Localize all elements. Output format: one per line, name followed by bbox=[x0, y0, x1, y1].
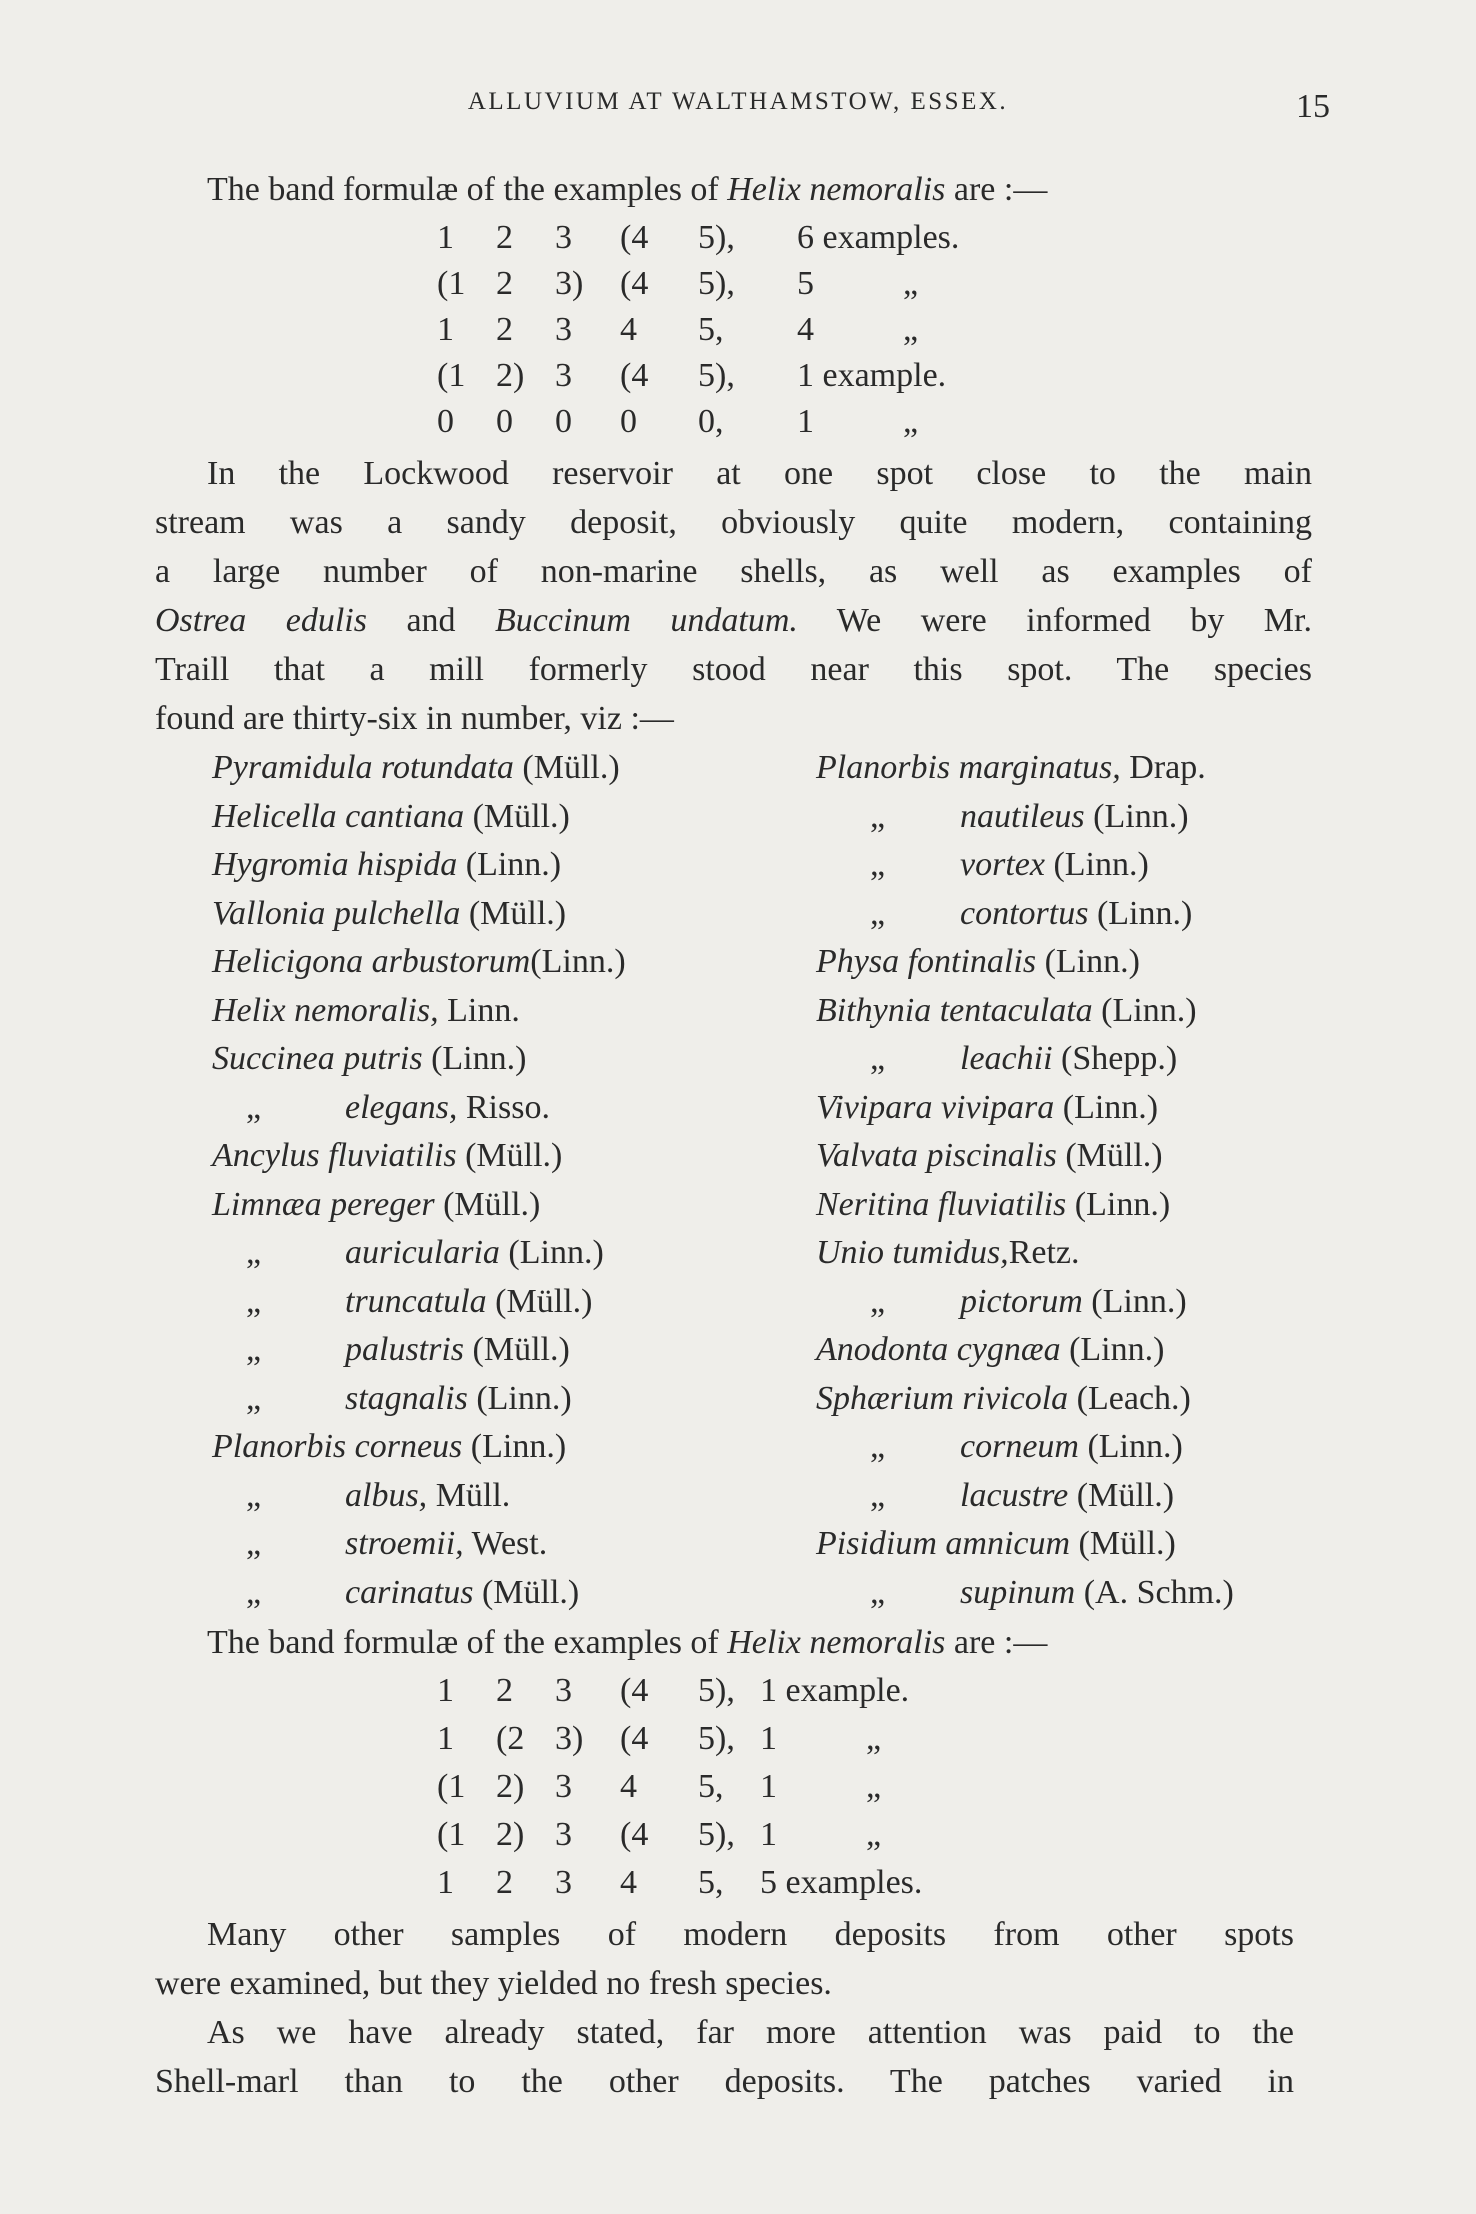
intro-text-end: are :— bbox=[945, 171, 1048, 208]
species-binomial: Unio tumidus, bbox=[816, 1234, 1009, 1271]
species-binomial: Helicigona arbustorum bbox=[212, 943, 531, 980]
ditto-mark: „ bbox=[870, 1573, 886, 1611]
species-binomial: pictorum bbox=[960, 1282, 1083, 1320]
intro-text: The band formulæ of the examples of bbox=[207, 171, 728, 208]
formula-band: 4 bbox=[620, 1768, 637, 1805]
ditto-mark: „ bbox=[903, 265, 919, 302]
species-binomial: stroemii, bbox=[345, 1525, 464, 1562]
formula-band: (4 bbox=[620, 1672, 649, 1709]
species-entry bbox=[0, 1131, 1476, 1181]
species-binomial: Helix nemoralis, bbox=[212, 991, 439, 1029]
species-binomial: Vivipara vivipara bbox=[816, 1088, 1055, 1126]
formula-band: (2 bbox=[496, 1720, 525, 1757]
formula-band: 3) bbox=[555, 265, 584, 302]
species-binomial: Neritina fluviatilis bbox=[816, 1185, 1067, 1223]
species-entry bbox=[0, 937, 1476, 987]
species-binomial: Hygromia hispida bbox=[212, 846, 458, 883]
ditto-mark: „ bbox=[246, 1573, 262, 1611]
formula-count: 4 bbox=[797, 311, 814, 348]
species-binomial: palustris bbox=[345, 1331, 465, 1368]
species-entry bbox=[0, 1180, 1476, 1230]
formula-band: 3 bbox=[555, 1672, 572, 1709]
species-authority: (Linn.) bbox=[1088, 894, 1193, 932]
species-binomial: truncatula bbox=[345, 1282, 487, 1320]
species-binomial: Planorbis marginatus, bbox=[816, 749, 1121, 786]
formula-band: 5, bbox=[698, 311, 724, 348]
species-binomial: Limnæa pereger bbox=[212, 1185, 435, 1223]
species-name bbox=[816, 1083, 1158, 1133]
formula-count: 1 example. bbox=[760, 1672, 910, 1709]
formula-count: 1 example. bbox=[797, 357, 947, 394]
formula-band: 1 bbox=[437, 311, 454, 348]
species-entry bbox=[0, 1228, 1476, 1278]
species-binomial: contortus bbox=[960, 894, 1089, 932]
formula-row bbox=[0, 259, 1476, 309]
species-authority: (Linn.) bbox=[1044, 846, 1149, 883]
formula-row bbox=[0, 1762, 1476, 1812]
species-entry bbox=[0, 1568, 1476, 1618]
formula-band: 5), bbox=[698, 265, 735, 302]
species-binomial: vortex bbox=[960, 846, 1045, 883]
formula-band: 5, bbox=[698, 1768, 724, 1805]
species-binomial: corneum bbox=[960, 1428, 1079, 1465]
ditto-mark: „ bbox=[870, 1040, 886, 1077]
species-authority: (Linn.) bbox=[1066, 1185, 1171, 1223]
formula-row bbox=[0, 1714, 1476, 1764]
species-authority: West. bbox=[463, 1525, 548, 1562]
running-head: ALLUVIUM AT WALTHAMSTOW, ESSEX. bbox=[467, 88, 1009, 115]
species-authority: (Linn.) bbox=[1078, 1428, 1183, 1465]
formula-band: 1 bbox=[437, 219, 454, 256]
formula-band: 3 bbox=[555, 219, 572, 256]
formula-band: (1 bbox=[437, 265, 466, 302]
species-name bbox=[960, 1277, 1187, 1327]
species-binomial: Physa fontinalis bbox=[816, 943, 1037, 980]
formula-band: 2) bbox=[496, 1816, 525, 1853]
ditto-mark: „ bbox=[246, 1525, 262, 1562]
formula-band: 5), bbox=[698, 1672, 735, 1709]
intro-line bbox=[0, 165, 1476, 215]
formula-band: 5), bbox=[698, 1816, 735, 1853]
species-name bbox=[816, 1228, 1080, 1278]
paragraph-1-line-5: Traill that a mill formerly stood near this spot. The species bbox=[155, 651, 1312, 688]
species-entry bbox=[0, 1325, 1476, 1375]
species-authority: (Müll.) bbox=[1068, 1476, 1175, 1514]
species-authority: (Müll.) bbox=[456, 1137, 563, 1174]
formula-row bbox=[0, 305, 1476, 355]
species-binomial: carinatus bbox=[345, 1573, 474, 1611]
paragraph-1-line-6: found are thirty-six in number, viz :— bbox=[155, 700, 674, 737]
species-binomial: Planorbis corneus bbox=[212, 1428, 463, 1465]
formula-band: 0 bbox=[620, 403, 637, 440]
formula-band: 2 bbox=[496, 219, 513, 256]
species-authority: Drap. bbox=[1120, 749, 1206, 786]
paragraph-1-line-4: Ostrea edulis and Buccinum undatum. We were informed by Mr. bbox=[155, 602, 1312, 639]
species-binomial: Bithynia tentaculata bbox=[816, 991, 1093, 1029]
species-entry bbox=[0, 1519, 1476, 1569]
species-entry bbox=[0, 840, 1476, 890]
species-entry bbox=[0, 1277, 1476, 1327]
species-authority: Retz. bbox=[1008, 1234, 1080, 1271]
species-authority: (Linn.) bbox=[530, 943, 626, 980]
species-binomial: nautileus bbox=[960, 797, 1085, 835]
ditto-mark: „ bbox=[866, 1720, 882, 1757]
ditto-mark: „ bbox=[246, 1088, 262, 1126]
species-name bbox=[816, 986, 1197, 1036]
ditto-mark: „ bbox=[866, 1768, 882, 1805]
species-authority: (Linn.) bbox=[1060, 1331, 1165, 1368]
formula-band: 1 bbox=[437, 1864, 454, 1901]
species-name bbox=[960, 1568, 1234, 1618]
species-binomial: supinum bbox=[960, 1573, 1076, 1611]
formula-band: 4 bbox=[620, 1864, 637, 1901]
formula-band: (1 bbox=[437, 1768, 466, 1805]
formula-count: 1 bbox=[760, 1816, 777, 1853]
formula-band: 3 bbox=[555, 357, 572, 394]
species-authority: (Linn.) bbox=[1054, 1088, 1159, 1126]
page-number: 15 bbox=[1296, 88, 1330, 125]
species-name bbox=[960, 889, 1192, 939]
species-authority: (Müll.) bbox=[1056, 1137, 1163, 1174]
species-name bbox=[816, 1519, 1176, 1569]
species-entry bbox=[0, 792, 1476, 842]
formula-band: 2) bbox=[496, 357, 525, 394]
species-name bbox=[960, 840, 1149, 890]
formula-row bbox=[0, 1666, 1476, 1716]
formula-count: 5 bbox=[797, 265, 814, 302]
ditto-mark: „ bbox=[870, 1476, 886, 1514]
ditto-mark: „ bbox=[903, 403, 919, 440]
paragraph-3-line-2: Shell-marl than to the other deposits. The patches varied in bbox=[155, 2063, 1294, 2100]
species-name bbox=[960, 1422, 1183, 1472]
formula-band: 2 bbox=[496, 311, 513, 348]
species-name bbox=[960, 792, 1189, 842]
ditto-mark: „ bbox=[246, 1234, 262, 1271]
species-authority: (Linn.) bbox=[1092, 991, 1197, 1029]
species-entry bbox=[0, 986, 1476, 1036]
species-binomial: Sphærium rivicola bbox=[816, 1379, 1069, 1417]
species-binomial: lacustre bbox=[960, 1476, 1069, 1514]
formula-band: 1 bbox=[437, 1720, 454, 1757]
formula-band: 2 bbox=[496, 1864, 513, 1901]
species-entry bbox=[0, 1034, 1476, 1084]
paragraph-3-line-1: As we have already stated, far more attention was paid to the bbox=[207, 2014, 1294, 2051]
formula-band: 2) bbox=[496, 1768, 525, 1805]
formula-band: 3) bbox=[555, 1720, 584, 1757]
species-authority: (Müll.) bbox=[460, 894, 567, 932]
formula-count: 1 bbox=[760, 1768, 777, 1805]
ditto-mark: „ bbox=[870, 1428, 886, 1465]
formula-band: 3 bbox=[555, 1864, 572, 1901]
species-authority: (Linn.) bbox=[462, 1428, 567, 1465]
species-entry bbox=[0, 743, 1476, 793]
formula-band: 5), bbox=[698, 219, 735, 256]
formula-band: (1 bbox=[437, 357, 466, 394]
paragraph-2-line-1: Many other samples of modern deposits from other spots bbox=[207, 1916, 1294, 1953]
species-authority: (A. Schm.) bbox=[1075, 1573, 1234, 1611]
species-authority: (Linn.) bbox=[467, 1379, 572, 1417]
species-binomial: auricularia bbox=[345, 1234, 500, 1271]
formula-row bbox=[0, 397, 1476, 447]
formula-band: 3 bbox=[555, 311, 572, 348]
formula-band: 4 bbox=[620, 311, 637, 348]
ditto-mark: „ bbox=[246, 1476, 262, 1514]
formula-band: 1 bbox=[437, 1672, 454, 1709]
formula-band: 2 bbox=[496, 265, 513, 302]
species-authority: (Müll.) bbox=[473, 1573, 580, 1611]
ditto-mark: „ bbox=[903, 311, 919, 348]
formula-count: 6 examples. bbox=[797, 219, 960, 256]
species-name bbox=[816, 1325, 1164, 1375]
ditto-mark: „ bbox=[870, 797, 886, 835]
species-binomial: Vallonia pulchella bbox=[212, 894, 461, 932]
formula-band: 0 bbox=[555, 403, 572, 440]
species-name bbox=[960, 1471, 1174, 1521]
species-authority: (Linn.) bbox=[1084, 797, 1189, 835]
second-intro-line: The band formulæ of the examples of Helix nemoralis are :— bbox=[207, 1624, 1048, 1661]
species-name bbox=[816, 1374, 1191, 1424]
species-authority: (Müll.) bbox=[1070, 1525, 1176, 1562]
formula-band: 3 bbox=[555, 1816, 572, 1853]
ditto-mark: „ bbox=[866, 1816, 882, 1853]
formula-band: 0 bbox=[496, 403, 513, 440]
species-name bbox=[960, 1034, 1177, 1084]
species-authority: (Linn.) bbox=[1036, 943, 1140, 980]
species-binomial: Valvata piscinalis bbox=[816, 1137, 1057, 1174]
paragraph-1-line-3: a large number of non-marine shells, as well as examples of bbox=[155, 553, 1312, 590]
species-entry bbox=[0, 889, 1476, 939]
formula-row bbox=[0, 1858, 1476, 1908]
species-authority: (Müll.) bbox=[464, 797, 570, 835]
species-entry bbox=[0, 1422, 1476, 1472]
formula-band: (4 bbox=[620, 265, 649, 302]
species-binomial: Helicella cantiana bbox=[212, 797, 465, 835]
species-authority: (Müll.) bbox=[464, 1331, 570, 1368]
species-authority: Risso. bbox=[457, 1088, 550, 1126]
species-entry bbox=[0, 1374, 1476, 1424]
species-authority: (Linn.) bbox=[422, 1040, 527, 1077]
formula-band: 5), bbox=[698, 1720, 735, 1757]
species-authority: (Müll.) bbox=[486, 1282, 593, 1320]
ditto-mark: „ bbox=[870, 846, 886, 883]
species-binomial: Pyramidula rotundata bbox=[212, 749, 514, 786]
species-binomial: Ancylus fluviatilis bbox=[212, 1137, 457, 1174]
species-authority: (Shepp.) bbox=[1052, 1040, 1178, 1077]
formula-band: 2 bbox=[496, 1672, 513, 1709]
species-binomial: leachii bbox=[960, 1040, 1053, 1077]
formula-band: (4 bbox=[620, 357, 649, 394]
ditto-mark: „ bbox=[870, 1282, 886, 1320]
formula-band: 5), bbox=[698, 357, 735, 394]
species-authority: (Müll.) bbox=[434, 1185, 541, 1223]
species-authority: (Linn.) bbox=[1082, 1282, 1187, 1320]
ditto-mark: „ bbox=[870, 894, 886, 932]
ditto-mark: „ bbox=[246, 1379, 262, 1417]
species-binomial: Anodonta cygnæa bbox=[816, 1331, 1061, 1368]
formula-row bbox=[0, 1810, 1476, 1860]
formula-band: 0 bbox=[437, 403, 454, 440]
species-authority: (Müll.) bbox=[513, 749, 620, 786]
formula-count: 1 bbox=[760, 1720, 777, 1757]
formula-band: (4 bbox=[620, 1816, 649, 1853]
ditto-mark: „ bbox=[246, 1331, 262, 1368]
species-entry bbox=[0, 1471, 1476, 1521]
ditto-mark: „ bbox=[246, 1282, 262, 1320]
species-authority: (Linn.) bbox=[499, 1234, 604, 1271]
species-authority: Müll. bbox=[427, 1476, 511, 1514]
species-binomial: Succinea putris bbox=[212, 1040, 423, 1077]
species-entry bbox=[0, 1083, 1476, 1133]
species-binomial: elegans, bbox=[345, 1088, 458, 1126]
formula-band: (4 bbox=[620, 219, 649, 256]
species-authority: (Linn.) bbox=[457, 846, 562, 883]
species-name bbox=[816, 1131, 1163, 1181]
formula-band: 0, bbox=[698, 403, 724, 440]
formula-count: 5 examples. bbox=[760, 1864, 923, 1901]
intro-species: Helix nemoralis bbox=[727, 171, 946, 208]
formula-count: 1 bbox=[797, 403, 814, 440]
species-name bbox=[816, 743, 1206, 793]
species-name bbox=[816, 937, 1140, 987]
formula-row bbox=[0, 213, 1476, 263]
formula-band: 5, bbox=[698, 1864, 724, 1901]
species-binomial: albus, bbox=[345, 1476, 428, 1514]
species-authority: (Leach.) bbox=[1068, 1379, 1191, 1417]
formula-row bbox=[0, 351, 1476, 401]
formula-band: (1 bbox=[437, 1816, 466, 1853]
species-binomial: Pisidium amnicum bbox=[816, 1525, 1071, 1562]
paragraph-2-line-2: were examined, but they yielded no fresh species. bbox=[155, 1965, 832, 2002]
species-binomial: stagnalis bbox=[345, 1379, 468, 1417]
species-name bbox=[816, 1180, 1170, 1230]
formula-band: 3 bbox=[555, 1768, 572, 1805]
paragraph-1-line-1: In the Lockwood reservoir at one spot close to the main bbox=[207, 455, 1312, 492]
species-authority: Linn. bbox=[438, 991, 520, 1029]
paragraph-1-line-2: stream was a sandy deposit, obviously quite modern, containing bbox=[155, 504, 1312, 541]
formula-band: (4 bbox=[620, 1720, 649, 1757]
